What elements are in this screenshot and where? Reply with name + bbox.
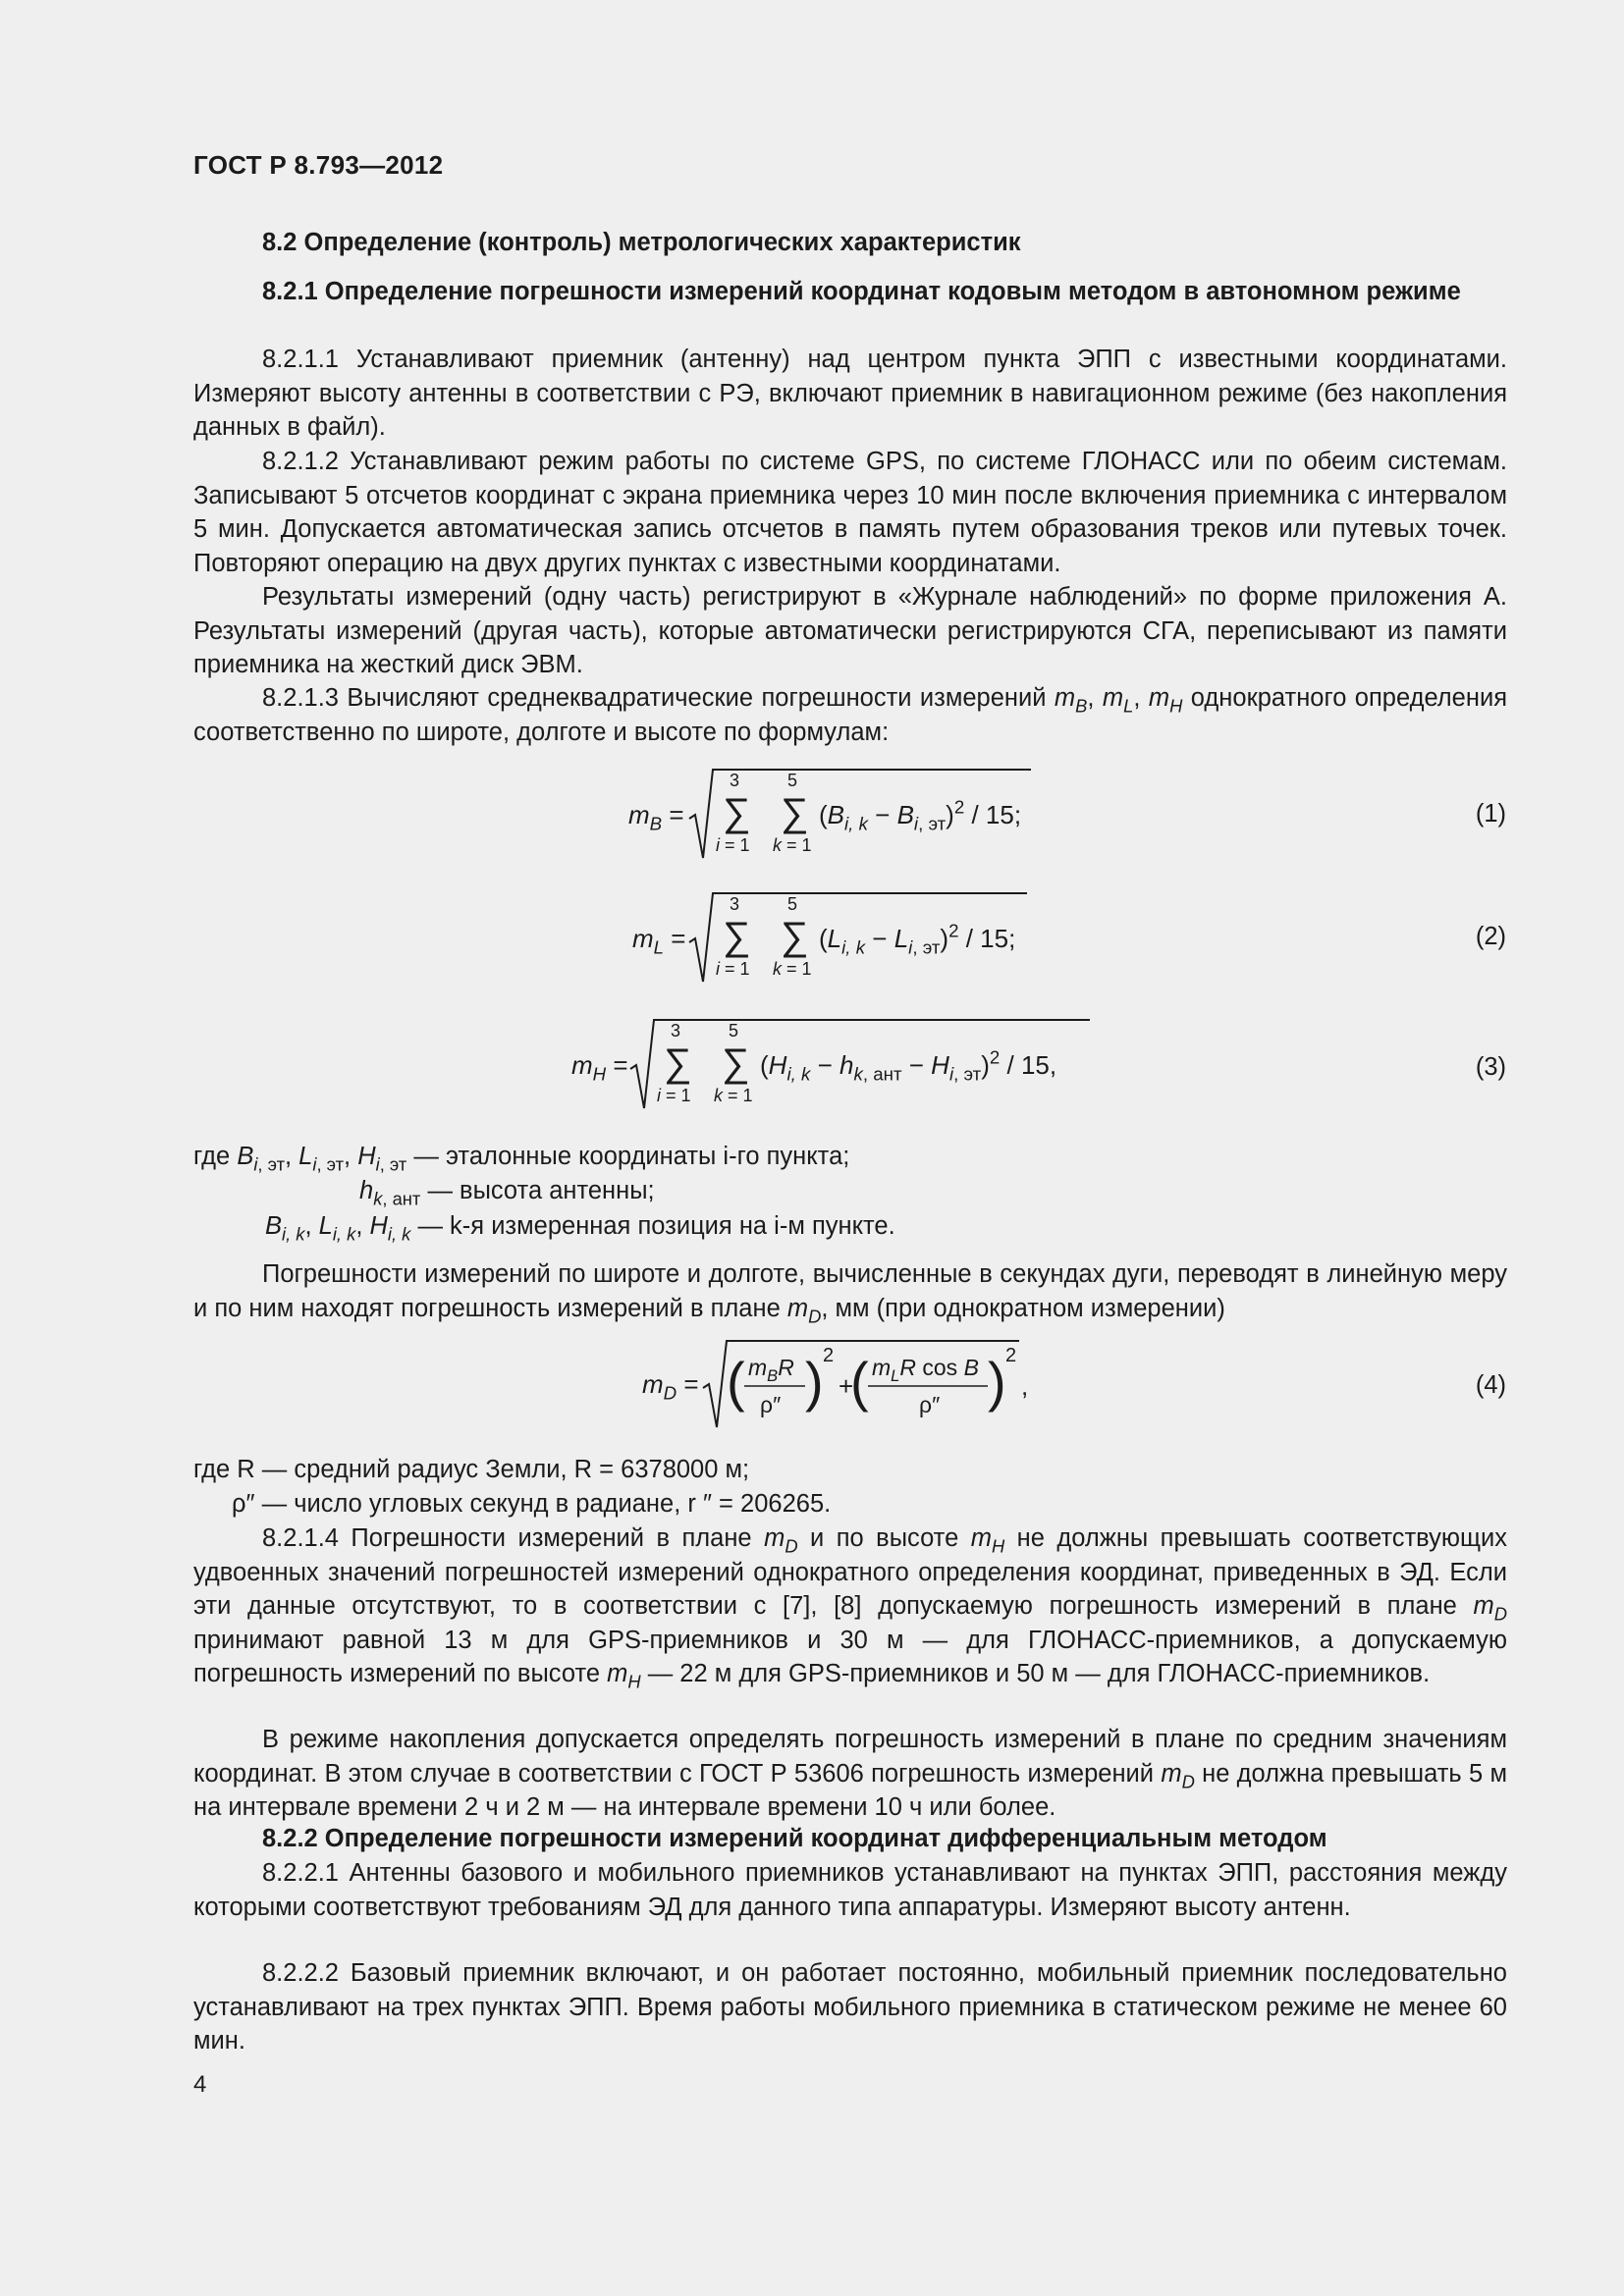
p-accum-b: не должна превышать 5 м на интервале времени 2 ч и 2 м — на интервале времени 10 ч или более.: [193, 1759, 1507, 1821]
p8214-c: не должны превышать соответствующих удвоенных значений погрешностей измерений однократного определения координат, приведенных в ЭД. Если эти данные отсутствуют, то в соответствии с [7], [8] допускаемую погрешность измерений в плане: [193, 1524, 1507, 1620]
paragraph-8-2-1-4: 8.2.1.4 Погрешности измерений в плане $m_D$ и по высоте $m_H$ не должны превышать соответствующих удвоенных значений погрешностей измерений однократного определения координат, приведенных в ЭД. Если эти данные отсутствуют, то в соответствии с [7], [8] допускаемую погрешность измерений в плане $m_D$ принимают равной 13 м для GPS-приемников и 30 м — для ГЛОНАСС-приемников, а допускаемую погрешность измерений по высоте $m_H$ — 22 м для GPS-приемников и 50 м — для ГЛОНАСС-приемников.: [193, 1524, 1507, 1692]
where1-line3: $B_{i, k}$, $L_{i, k}$, $H_{i, k}$ — k-я измеренная позиция на i-м пункте.: [265, 1212, 895, 1245]
where1-l1: — эталонные координаты i-го пункта;: [413, 1143, 850, 1170]
eq-number-4: (4): [1475, 1371, 1506, 1399]
p8214-d: принимают равной 13 м для GPS-приемников и 30 м — для ГЛОНАСС-приемников, а допускаемую погрешность измерений по высоте: [193, 1626, 1507, 1687]
doc-header: ГОСТ Р 8.793—2012: [193, 150, 444, 180]
f3-var2: H: [931, 1050, 949, 1080]
page-number: 4: [193, 2071, 207, 2098]
paragraph-8-2-1-2: 8.2.1.2 Устанавливают режим работы по системе GPS, по системе ГЛОНАСС или по обеим системам. Записывают 5 отсчетов координат с экрана приемника через 10 мин после включения приемника с интервалом 5 мин. Допускается автоматическая запись отсчетов в память путем образования треков или путевых точек. Повторяют операцию на двух других пунктах с известными координатами.: [193, 448, 1507, 577]
f2-var: L: [827, 924, 842, 953]
f2-var2: L: [893, 924, 909, 953]
f3-end: / 15,: [1006, 1050, 1057, 1080]
where1-l2: — высота антенны;: [427, 1177, 655, 1204]
paragraph-errors: Погрешности измерений по широте и долготе, вычисленные в секундах дуги, переводят в линейную меру и по ним находят погрешность измерений в плане $m_D$, мм (при однократном измерении): [193, 1260, 1507, 1326]
f1-lhs: m: [628, 800, 650, 829]
where1-line2: $h_{k, ант}$ — высота антенны;: [359, 1177, 655, 1209]
p8214-e: — 22 м для GPS-приемников и 50 м — для ГЛОНАСС-приемников.: [640, 1660, 1431, 1687]
f1-var2: B: [896, 800, 914, 829]
eq-number-3: (3): [1475, 1053, 1506, 1081]
where1-line1: где $B_{i, эт}$, $L_{i, эт}$, $H_{i, эт}$ — эталонные координаты i-го пункта;: [193, 1143, 850, 1175]
p8214-a: 8.2.1.4 Погрешности измерений в плане: [262, 1524, 765, 1552]
f2-lhs: m: [632, 924, 654, 953]
where1-l3: — k-я измеренная позиция на i-м пункте.: [417, 1212, 895, 1240]
p8213-tail: однократного определения соответственно по широте, долготе и высоте по формулам:: [193, 684, 1508, 746]
f3-var: H: [768, 1050, 787, 1080]
f1-end: / 15;: [971, 800, 1022, 829]
f1-var: B: [827, 800, 845, 829]
where2-line1: где R — средний радиус Земли, R = 6378000 м;: [193, 1456, 750, 1483]
f3-lhs-sub: H: [592, 1063, 607, 1085]
p8214-b: и по высоте: [797, 1524, 971, 1552]
paragraph-8-2-2-2: 8.2.2.2 Базовый приемник включают, и он работает постоянно, мобильный приемник последовательно устанавливают на трех пунктах ЭПП. Время работы мобильного приемника в статическом режиме не менее 60 мин.: [193, 1959, 1507, 2055]
paragraph-8-2-1-1: 8.2.1.1 Устанавливают приемник (антенну) над центром пункта ЭПП с известными координатами. Измеряют высоту антенны в соответствии с РЭ, включают приемник в навигационном режиме (без накопления данных в файл).: [193, 346, 1507, 441]
p8213-lead: 8.2.1.3 Вычисляют среднеквадратические погрешности измерений: [262, 684, 1055, 712]
p-errors-a: Погрешности измерений по широте и долготе, вычисленные в секундах дуги, переводят в линейную меру и по ним находят погрешность измерений в плане: [193, 1260, 1507, 1322]
f2-lhs-sub: L: [653, 936, 665, 958]
paragraph-results: Результаты измерений (одну часть) регистрируют в «Журнале наблюдений» по форме приложения А. Результаты измерений (другая часть), которые автоматически регистрируются СГА, переписывают из памяти приемника на жесткий диск ЭВМ.: [193, 583, 1507, 678]
paragraph-8-2-1-3: 8.2.1.3 Вычисляют среднеквадратические погрешности измерений $m_B$, $m_L$, $m_H$ однократного определения соответственно по широте, долготе и высоте по формулам:: [193, 684, 1508, 746]
f2-end: / 15;: [965, 924, 1016, 953]
section-8-2-1-title: 8.2.1 Определение погрешности измерений координат кодовым методом в автономном режиме: [262, 278, 1461, 305]
section-8-2-title: 8.2 Определение (контроль) метрологических характеристик: [262, 229, 1021, 256]
p-errors-b: , мм (при однократном измерении): [821, 1294, 1225, 1322]
p-accum-a: В режиме накопления допускается определять погрешность измерений в плане по средним значениям координат. В этом случае в соответствии с ГОСТ Р 53606 погрешность измерений: [193, 1726, 1507, 1788]
f4-lhs-sub: D: [663, 1382, 677, 1404]
paragraph-accumulation: В режиме накопления допускается определять погрешность измерений в плане по средним значениям координат. В этом случае в соответствии с ГОСТ Р 53606 погрешность измерений $m_D$ не должна превышать 5 м на интервале времени 2 ч и 2 м — на интервале времени 10 ч или более.: [193, 1726, 1507, 1821]
document-page: ГОСТ Р 8.793—2012 8.2 Определение (контроль) метрологических характеристик 8.2.1 Определение погрешности измерений координат кодовым методом в автономном режиме 8.2.1.1 Устанавливают приемник (антенну) над центром пункта ЭПП с известными координатами. Измеряют высоту антенны в соответствии с РЭ, включают приемник в навигационном режиме (без накопления данных в файл). 8.2.1.2 Устанавливают режим работы по системе GPS, по системе ГЛОНАСС или по обеим системам. Записывают 5 отсчетов координат с экрана приемника через 10 мин после включения приемника с интервалом 5 мин. Допускается автоматическая запись отсчетов в память путем образования треков или путевых точек. Повторяют операцию на двух других пунктах с известными координатами. Результаты измерений (одну часть) регистрируют в «Журнале наблюдений» по форме приложения А. Результаты измерений (другая часть), которые автоматически регистрируются СГА, переписывают из памяти приемника на жесткий диск ЭВМ. 8.2.1.3 Вычисляют среднеквадратические погрешности измерений $m_B$, $m_L$, $m_H$ однократного определения соответственно по широте, долготе и высоте по формулам: $m_B$ = 3 ∑ i = 1 5 ∑ k = 1 $(B_{i, k} - B_{i, эт})^2 / 15$; (1) $m_L$ = 3 ∑ i = 1 5 ∑ k = 1 $(L_{i, k} - L_{i, эт})^2 / 15$; (2) $m_H$ = 3 ∑ i = 1 5 ∑ k = 1 $(H_{i, k} - h_{k, ант} - H_{i, эт})^2 / 15$, (3) где $B_{i, эт}$, $L_{i, эт}$, $H_{i, эт}$ — эталонные координаты i-го пункта; $h_{k, ант}$ — высота антенны; $B_{i, k}$, $L_{i, k}$, $H_{i, k}$ — k-я измеренная позиция на i-м пункте. Погрешности измерений по широте и долготе, вычисленные в секундах дуги, переводят в линейную меру и по ним находят погрешность измерений в плане $m_D$, мм (при однократном измерении) $m_D$ = ( $m_BR$ ρ″ ) 2 + ( $m_LR$ cos B ρ″ ) 2 , (4) где R — средний радиус Земли, R = 6378000 м; ρ″ — число угловых секунд в радиане, r ″ = 206265. 8.2.1.4 Погрешности измерений в плане $m_D$ и по высоте $m_H$ не должны превышать соответствующих удвоенных значений погрешностей измерений однократного определения координат, приведенных в ЭД. Если эти данные отсутствуют, то в соответствии с [7], [8] допускаемую погрешность измерений в плане $m_D$ принимают равной 13 м для GPS-приемников и 30 м — для ГЛОНАСС-приемников, а допускаемую погрешность измерений по высоте $m_H$ — 22 м для GPS-приемников и 50 м — для ГЛОНАСС-приемников. В режиме накопления допускается определять погрешность измерений в плане по средним значениям координат. В этом случае в соответствии с ГОСТ Р 53606 погрешность измерений $m_D$ не должна превышать 5 м на интервале времени 2 ч и 2 м — на интервале времени 10 ч или более. 8.2.2 Определение погрешности измерений координат дифференциальным методом 8.2.2.1 Антенны базового и мобильного приемников устанавливают на пунктах ЭПП, расстояния между которыми соответствуют требованиям ЭД для данного типа аппаратуры. Измеряют высоту антенн. 8.2.2.2 Базовый приемник включают, и он работает постоянно, мобильный приемник последовательно устанавливают на трех пунктах ЭПП. Время работы мобильного приемника в статическом режиме не менее 60 мин. 4: [193, 150, 1508, 2098]
f3-lhs: m: [571, 1050, 593, 1080]
f4-lhs: m: [642, 1369, 664, 1399]
eq-number-2: (2): [1475, 923, 1506, 950]
paragraph-8-2-2-1: 8.2.2.1 Антенны базового и мобильного приемников устанавливают на пунктах ЭПП, расстояния между которыми соответствуют требованиям ЭД для данного типа аппаратуры. Измеряют высоту антенн.: [193, 1859, 1507, 1921]
section-8-2-2-title: 8.2.2 Определение погрешности измерений координат дифференциальным методом: [262, 1825, 1327, 1852]
eq-number-1: (1): [1475, 800, 1506, 828]
f1-lhs-sub: B: [649, 813, 663, 834]
where2-line2: ρ″ — число угловых секунд в радиане, r ″ = 206265.: [232, 1490, 832, 1518]
